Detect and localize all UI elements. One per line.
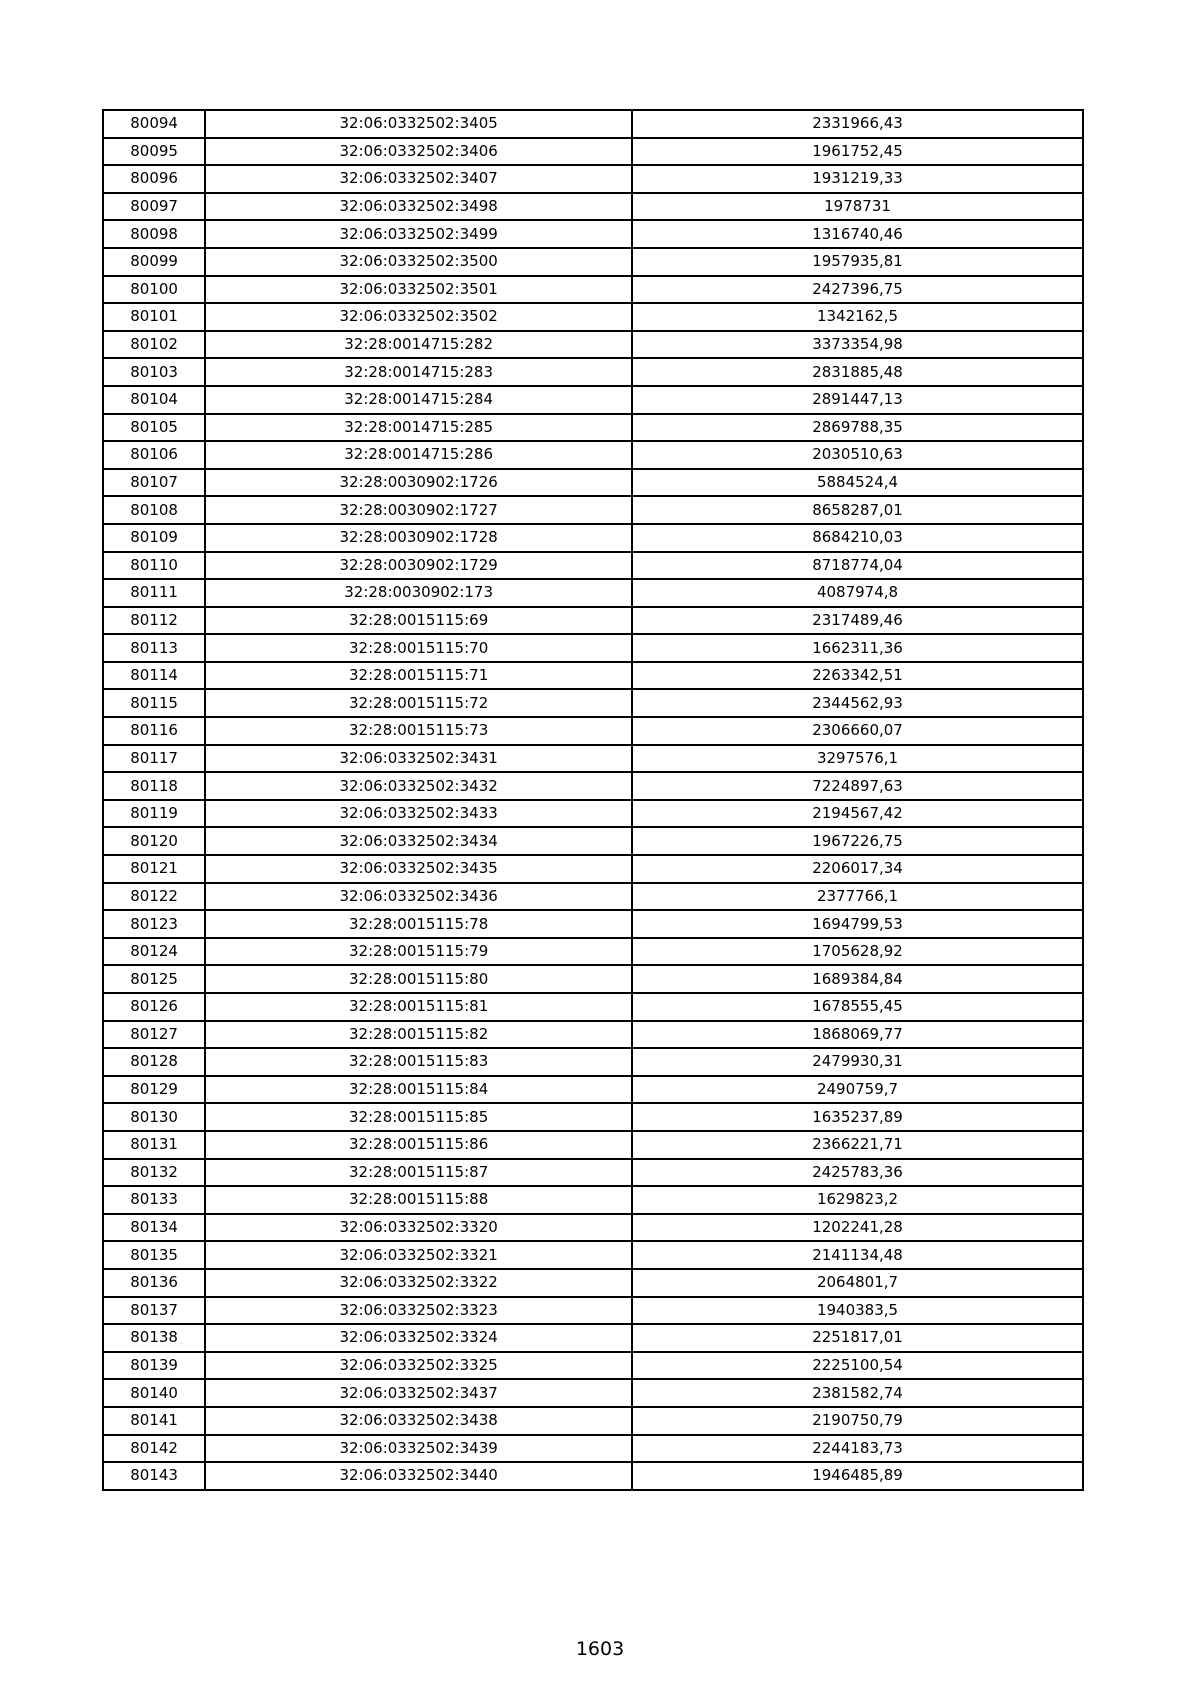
row-number-cell: 80124 <box>103 938 205 966</box>
table-row <box>103 1352 1083 1380</box>
value-cell: 1678555,45 <box>632 993 1083 1021</box>
row-number-cell: 80099 <box>103 248 205 276</box>
cadastral-number-cell: 32:28:0015115:73 <box>205 717 632 745</box>
cadastral-table <box>102 109 1084 1491</box>
cadastral-number-cell: 32:28:0015115:71 <box>205 662 632 690</box>
value-cell: 1629823,2 <box>632 1186 1083 1214</box>
row-number-cell: 80130 <box>103 1103 205 1131</box>
table-row <box>103 993 1083 1021</box>
table-row <box>103 303 1083 331</box>
value-cell: 2381582,74 <box>632 1379 1083 1407</box>
cadastral-number-cell: 32:28:0014715:286 <box>205 441 632 469</box>
page-number: 1603 <box>575 1638 625 1660</box>
table-row <box>103 1048 1083 1076</box>
table-body <box>103 110 1083 1490</box>
cadastral-number-cell: 32:28:0030902:1728 <box>205 524 632 552</box>
cadastral-number-cell: 32:28:0014715:284 <box>205 386 632 414</box>
cadastral-number-cell: 32:06:0332502:3407 <box>205 165 632 193</box>
cadastral-number-cell: 32:06:0332502:3436 <box>205 883 632 911</box>
cadastral-number-cell: 32:28:0015115:81 <box>205 993 632 1021</box>
table-row <box>103 1076 1083 1104</box>
value-cell: 7224897,63 <box>632 772 1083 800</box>
table-row <box>103 745 1083 773</box>
table-row <box>103 579 1083 607</box>
table-row <box>103 965 1083 993</box>
value-cell: 1868069,77 <box>632 1021 1083 1049</box>
table-row <box>103 1297 1083 1325</box>
cadastral-number-cell: 32:28:0030902:1727 <box>205 496 632 524</box>
table-row <box>103 469 1083 497</box>
value-cell: 2030510,63 <box>632 441 1083 469</box>
table-row <box>103 1131 1083 1159</box>
cadastral-number-cell: 32:06:0332502:3433 <box>205 800 632 828</box>
row-number-cell: 80132 <box>103 1159 205 1187</box>
row-number-cell: 80137 <box>103 1297 205 1325</box>
row-number-cell: 80120 <box>103 827 205 855</box>
value-cell: 1957935,81 <box>632 248 1083 276</box>
table-row <box>103 1269 1083 1297</box>
cadastral-number-cell: 32:28:0015115:70 <box>205 634 632 662</box>
table-row <box>103 1186 1083 1214</box>
row-number-cell: 80129 <box>103 1076 205 1104</box>
row-number-cell: 80135 <box>103 1241 205 1269</box>
table-row <box>103 331 1083 359</box>
table-row <box>103 524 1083 552</box>
table-row <box>103 1103 1083 1131</box>
row-number-cell: 80127 <box>103 1021 205 1049</box>
table-row <box>103 772 1083 800</box>
value-cell: 2317489,46 <box>632 607 1083 635</box>
table-row <box>103 220 1083 248</box>
table-row <box>103 662 1083 690</box>
value-cell: 2831885,48 <box>632 358 1083 386</box>
cadastral-number-cell: 32:28:0015115:86 <box>205 1131 632 1159</box>
cadastral-number-cell: 32:28:0015115:72 <box>205 689 632 717</box>
table-row <box>103 276 1083 304</box>
table-row <box>103 938 1083 966</box>
cadastral-number-cell: 32:06:0332502:3498 <box>205 193 632 221</box>
row-number-cell: 80128 <box>103 1048 205 1076</box>
cadastral-number-cell: 32:28:0015115:87 <box>205 1159 632 1187</box>
cadastral-number-cell: 32:06:0332502:3431 <box>205 745 632 773</box>
value-cell: 2306660,07 <box>632 717 1083 745</box>
row-number-cell: 80111 <box>103 579 205 607</box>
row-number-cell: 80107 <box>103 469 205 497</box>
row-number-cell: 80126 <box>103 993 205 1021</box>
row-number-cell: 80100 <box>103 276 205 304</box>
row-number-cell: 80118 <box>103 772 205 800</box>
table-row <box>103 248 1083 276</box>
table-row <box>103 414 1083 442</box>
cadastral-number-cell: 32:06:0332502:3405 <box>205 110 632 138</box>
value-cell: 1931219,33 <box>632 165 1083 193</box>
value-cell: 2490759,7 <box>632 1076 1083 1104</box>
row-number-cell: 80106 <box>103 441 205 469</box>
value-cell: 8684210,03 <box>632 524 1083 552</box>
value-cell: 8718774,04 <box>632 552 1083 580</box>
value-cell: 1705628,92 <box>632 938 1083 966</box>
row-number-cell: 80138 <box>103 1324 205 1352</box>
row-number-cell: 80103 <box>103 358 205 386</box>
table-row <box>103 910 1083 938</box>
cadastral-number-cell: 32:06:0332502:3501 <box>205 276 632 304</box>
table-row <box>103 552 1083 580</box>
cadastral-number-cell: 32:28:0015115:84 <box>205 1076 632 1104</box>
table-row <box>103 193 1083 221</box>
table-row <box>103 358 1083 386</box>
value-cell: 4087974,8 <box>632 579 1083 607</box>
row-number-cell: 80121 <box>103 855 205 883</box>
row-number-cell: 80123 <box>103 910 205 938</box>
cadastral-number-cell: 32:06:0332502:3406 <box>205 138 632 166</box>
row-number-cell: 80142 <box>103 1435 205 1463</box>
cadastral-number-cell: 32:28:0014715:282 <box>205 331 632 359</box>
row-number-cell: 80116 <box>103 717 205 745</box>
cadastral-number-cell: 32:06:0332502:3320 <box>205 1214 632 1242</box>
cadastral-number-cell: 32:06:0332502:3322 <box>205 1269 632 1297</box>
cadastral-number-cell: 32:28:0030902:1729 <box>205 552 632 580</box>
cadastral-number-cell: 32:06:0332502:3323 <box>205 1297 632 1325</box>
cadastral-number-cell: 32:28:0015115:80 <box>205 965 632 993</box>
row-number-cell: 80097 <box>103 193 205 221</box>
value-cell: 2244183,73 <box>632 1435 1083 1463</box>
cadastral-number-cell: 32:28:0015115:69 <box>205 607 632 635</box>
cadastral-number-cell: 32:06:0332502:3434 <box>205 827 632 855</box>
table-row <box>103 607 1083 635</box>
value-cell: 2206017,34 <box>632 855 1083 883</box>
value-cell: 2190750,79 <box>632 1407 1083 1435</box>
value-cell: 5884524,4 <box>632 469 1083 497</box>
row-number-cell: 80114 <box>103 662 205 690</box>
value-cell: 2344562,93 <box>632 689 1083 717</box>
table-row <box>103 634 1083 662</box>
value-cell: 1946485,89 <box>632 1462 1083 1490</box>
row-number-cell: 80113 <box>103 634 205 662</box>
row-number-cell: 80136 <box>103 1269 205 1297</box>
value-cell: 2064801,7 <box>632 1269 1083 1297</box>
value-cell: 3373354,98 <box>632 331 1083 359</box>
row-number-cell: 80143 <box>103 1462 205 1490</box>
value-cell: 2425783,36 <box>632 1159 1083 1187</box>
table-row <box>103 1379 1083 1407</box>
table-row <box>103 1021 1083 1049</box>
table-row <box>103 689 1083 717</box>
cadastral-number-cell: 32:06:0332502:3439 <box>205 1435 632 1463</box>
table-row <box>103 496 1083 524</box>
row-number-cell: 80133 <box>103 1186 205 1214</box>
row-number-cell: 80115 <box>103 689 205 717</box>
value-cell: 2263342,51 <box>632 662 1083 690</box>
row-number-cell: 80139 <box>103 1352 205 1380</box>
table-row <box>103 165 1083 193</box>
cadastral-number-cell: 32:28:0030902:173 <box>205 579 632 607</box>
row-number-cell: 80131 <box>103 1131 205 1159</box>
table-row <box>103 1435 1083 1463</box>
value-cell: 2331966,43 <box>632 110 1083 138</box>
table-row <box>103 1159 1083 1187</box>
value-cell: 2377766,1 <box>632 883 1083 911</box>
value-cell: 2479930,31 <box>632 1048 1083 1076</box>
row-number-cell: 80094 <box>103 110 205 138</box>
row-number-cell: 80110 <box>103 552 205 580</box>
cadastral-number-cell: 32:06:0332502:3325 <box>205 1352 632 1380</box>
cadastral-number-cell: 32:06:0332502:3324 <box>205 1324 632 1352</box>
row-number-cell: 80117 <box>103 745 205 773</box>
row-number-cell: 80105 <box>103 414 205 442</box>
table-row <box>103 1462 1083 1490</box>
value-cell: 3297576,1 <box>632 745 1083 773</box>
table-row <box>103 717 1083 745</box>
cadastral-number-cell: 32:28:0015115:88 <box>205 1186 632 1214</box>
cadastral-number-cell: 32:06:0332502:3435 <box>205 855 632 883</box>
table-row <box>103 855 1083 883</box>
row-number-cell: 80119 <box>103 800 205 828</box>
row-number-cell: 80140 <box>103 1379 205 1407</box>
value-cell: 2366221,71 <box>632 1131 1083 1159</box>
row-number-cell: 80095 <box>103 138 205 166</box>
table-row <box>103 138 1083 166</box>
value-cell: 1689384,84 <box>632 965 1083 993</box>
cadastral-number-cell: 32:28:0015115:85 <box>205 1103 632 1131</box>
cadastral-number-cell: 32:06:0332502:3440 <box>205 1462 632 1490</box>
value-cell: 1316740,46 <box>632 220 1083 248</box>
cadastral-number-cell: 32:06:0332502:3499 <box>205 220 632 248</box>
value-cell: 1940383,5 <box>632 1297 1083 1325</box>
value-cell: 1978731 <box>632 193 1083 221</box>
row-number-cell: 80102 <box>103 331 205 359</box>
cadastral-number-cell: 32:28:0015115:83 <box>205 1048 632 1076</box>
row-number-cell: 80104 <box>103 386 205 414</box>
cadastral-number-cell: 32:28:0015115:78 <box>205 910 632 938</box>
table-row <box>103 110 1083 138</box>
value-cell: 1967226,75 <box>632 827 1083 855</box>
cadastral-number-cell: 32:28:0014715:285 <box>205 414 632 442</box>
cadastral-number-cell: 32:06:0332502:3432 <box>205 772 632 800</box>
table-row <box>103 386 1083 414</box>
table-row <box>103 883 1083 911</box>
value-cell: 2251817,01 <box>632 1324 1083 1352</box>
row-number-cell: 80096 <box>103 165 205 193</box>
table-row <box>103 1241 1083 1269</box>
value-cell: 1662311,36 <box>632 634 1083 662</box>
row-number-cell: 80098 <box>103 220 205 248</box>
value-cell: 2194567,42 <box>632 800 1083 828</box>
table-row <box>103 1407 1083 1435</box>
table-row <box>103 1324 1083 1352</box>
cadastral-number-cell: 32:06:0332502:3438 <box>205 1407 632 1435</box>
table-row <box>103 800 1083 828</box>
value-cell: 1694799,53 <box>632 910 1083 938</box>
table-row <box>103 827 1083 855</box>
cadastral-number-cell: 32:28:0030902:1726 <box>205 469 632 497</box>
value-cell: 1202241,28 <box>632 1214 1083 1242</box>
row-number-cell: 80108 <box>103 496 205 524</box>
value-cell: 8658287,01 <box>632 496 1083 524</box>
table-row <box>103 1214 1083 1242</box>
cadastral-number-cell: 32:28:0014715:283 <box>205 358 632 386</box>
value-cell: 1635237,89 <box>632 1103 1083 1131</box>
value-cell: 2141134,48 <box>632 1241 1083 1269</box>
cadastral-number-cell: 32:06:0332502:3437 <box>205 1379 632 1407</box>
value-cell: 1342162,5 <box>632 303 1083 331</box>
row-number-cell: 80109 <box>103 524 205 552</box>
row-number-cell: 80134 <box>103 1214 205 1242</box>
cadastral-number-cell: 32:06:0332502:3321 <box>205 1241 632 1269</box>
value-cell: 2427396,75 <box>632 276 1083 304</box>
table-row <box>103 441 1083 469</box>
value-cell: 2891447,13 <box>632 386 1083 414</box>
cadastral-number-cell: 32:28:0015115:82 <box>205 1021 632 1049</box>
value-cell: 2225100,54 <box>632 1352 1083 1380</box>
cadastral-number-cell: 32:06:0332502:3502 <box>205 303 632 331</box>
row-number-cell: 80125 <box>103 965 205 993</box>
value-cell: 1961752,45 <box>632 138 1083 166</box>
row-number-cell: 80112 <box>103 607 205 635</box>
cadastral-number-cell: 32:06:0332502:3500 <box>205 248 632 276</box>
row-number-cell: 80141 <box>103 1407 205 1435</box>
row-number-cell: 80101 <box>103 303 205 331</box>
cadastral-number-cell: 32:28:0015115:79 <box>205 938 632 966</box>
row-number-cell: 80122 <box>103 883 205 911</box>
value-cell: 2869788,35 <box>632 414 1083 442</box>
